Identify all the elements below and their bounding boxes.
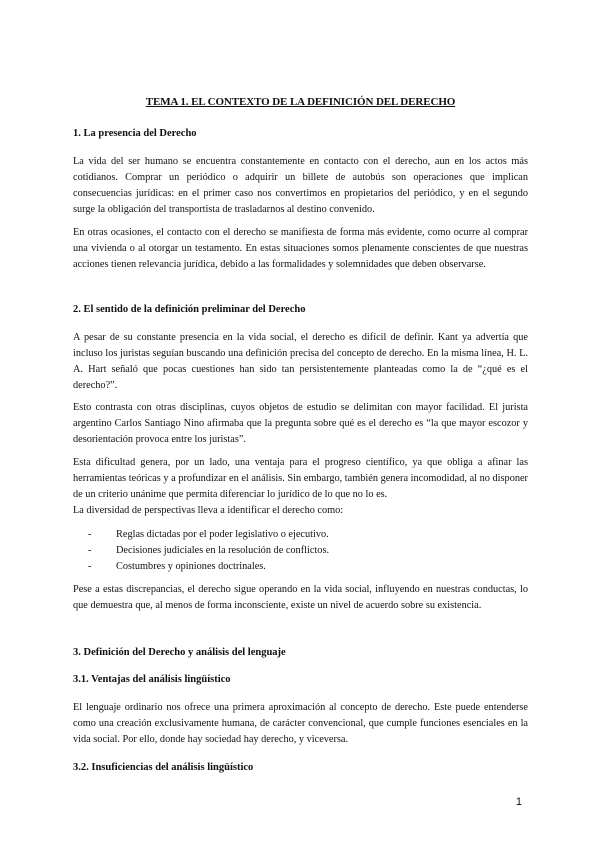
section-3-1-paragraph: El lenguaje ordinario nos ofrece una primera aproximación al concepto de derecho. Este puede entenderse como una creación exclusivamente humana, de carácter convencional, que cumple funciones esenciales en la vida social. Por ello, donde hay sociedad hay derecho, y viceversa. xyxy=(73,702,528,745)
list-item: - Costumbres y opiniones doctrinales. xyxy=(88,559,329,575)
section-1-heading: 1. La presencia del Derecho xyxy=(73,128,197,139)
section-2-heading: 2. El sentido de la definición preliminar del Derecho xyxy=(73,304,306,315)
section-1-paragraph-1: La vida del ser humano se encuentra constantemente en contacto con el derecho, aun en los actos más cotidianos. Comprar un periódico o adquirir un billete de autobús son operaciones que implican consecuencias jurídicas: en el primer caso nos convertimos en propietarios del periódico, y en el segundo surge la obligación del transportista de trasladarnos al destino convenido. xyxy=(73,156,528,215)
page-number: 1 xyxy=(515,796,522,808)
section-2-paragraph-1: A pesar de su constante presencia en la vida social, el derecho es difícil de definir. Kant ya advertía que incluso los juristas seguían buscando una definición precisa del concepto de derecho. En la misma línea, H. L. A. Hart señaló que pocas cuestiones han sido tan persistentemente planteadas como la de “¿qué es el derecho?”. xyxy=(73,332,528,391)
section-2-paragraph-5: Pese a estas discrepancias, el derecho sigue operando en la vida social, influyendo en nuestras conductas, lo que demuestra que, al menos de forma inconsciente, existe un nivel de acuerdo sobre su existencia. xyxy=(73,584,528,611)
section-2-paragraph-3: Esta dificultad genera, por un lado, una ventaja para el progreso científico, ya que obliga a afinar las herramientas teóricas y a profundizar en el análisis. Sin embargo, también genera incomodidad, al no disponer de un criterio unánime que permita diferenciar lo jurídico de lo que no lo es. xyxy=(73,457,528,500)
section-2-paragraph-2: Esto contrasta con otras disciplinas, cuyos objetos de estudio se delimitan con mayor facilidad. El jurista argentino Carlos Santiago Nino afirmaba que la pregunta sobre qué es el derecho es “la que mayor escozor y desorientación provoca entre los juristas”. xyxy=(73,402,528,445)
list-item: - Decisiones judiciales en la resolución de conflictos. xyxy=(88,543,329,559)
section-3-heading: 3. Definición del Derecho y análisis del lenguaje xyxy=(73,647,286,658)
definition-list xyxy=(88,527,329,575)
list-dash: - xyxy=(88,545,92,556)
document-title: TEMA 1. EL CONTEXTO DE LA DEFINICIÓN DEL DERECHO xyxy=(145,96,456,108)
section-3-2-heading: 3.2. Insuficiencias del análisis lingüístico xyxy=(73,762,254,773)
list-dash: - xyxy=(88,561,92,572)
list-item: - Reglas dictadas por el poder legislativo o ejecutivo. xyxy=(88,527,329,543)
section-2-paragraph-4: La diversidad de perspectivas lleva a identificar el derecho como: xyxy=(73,505,344,516)
section-3-1-heading: 3.1. Ventajas del análisis lingüístico xyxy=(73,674,231,685)
list-dash: - xyxy=(88,529,92,540)
section-1-paragraph-2: En otras ocasiones, el contacto con el derecho se manifiesta de forma más evidente, como ocurre al comprar una vivienda o al otorgar un testamento. En estas situaciones somos plenamente conscientes de que nuestras acciones tienen relevancia jurídica, debido a las formalidades y solemnidades que deben observarse. xyxy=(73,227,528,270)
